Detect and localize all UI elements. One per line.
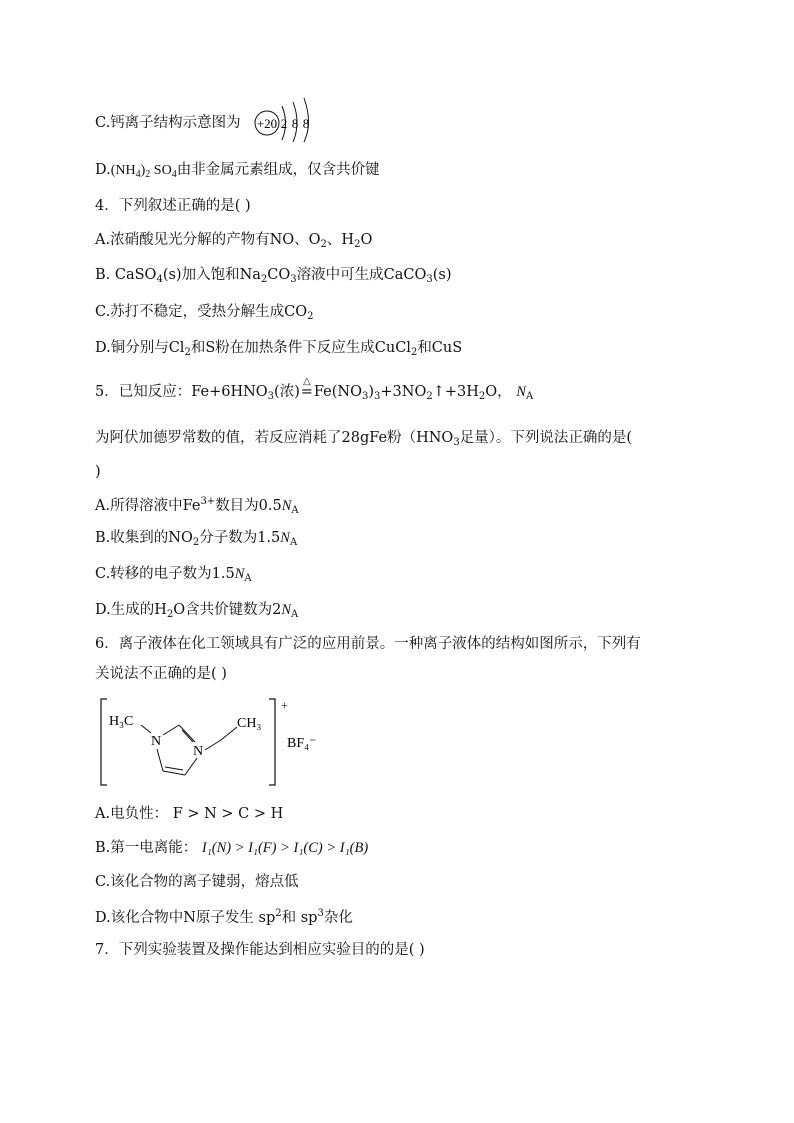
calcium-ion-diagram <box>252 94 322 142</box>
option-c-calcium-ion: C.钙离子结构示意图为 <box>95 115 241 131</box>
heat-symbol: △ <box>303 376 311 387</box>
nitrogen-1: N <box>151 734 162 749</box>
q4-option-a: A.浓硝酸见光分解的产物有NO、$O_2$、$H_2O$ <box>95 232 373 250</box>
nucleus-charge: +20 <box>256 116 278 131</box>
anion-label: BF₄⁻ <box>287 736 317 751</box>
question-6-line2: 关说法不正确的是( ) <box>95 666 227 682</box>
q5-option-b: B.收集到的$NO_2$分子数为$1.5N_A$ <box>95 530 298 548</box>
shell-1: 2 <box>280 116 288 131</box>
nitrogen-2: N <box>193 744 204 759</box>
shell-3: 8 <box>302 116 310 131</box>
q4-option-d: D.铜分别与$Cl_2$和S粉在加热条件下反应生成CuCl$_2$和CuS <box>95 340 463 358</box>
question-5-text-end: ) <box>95 464 101 480</box>
q6-option-a: A.电负性： F > N > C > H <box>95 806 284 822</box>
q5-option-a: A.所得溶液中$Fe^{3+}$数目为$0.5N_A$ <box>95 496 299 516</box>
q4-option-c: C.苏打不稳定，受热分解生成$CO_2$ <box>95 304 314 322</box>
question-5-reaction: 5．已知反应：$Fe+6HNO_3$(浓) △ $=Fe(NO_3)_3+3NO_2↑+3H_2O$， $N_A$ <box>95 382 533 407</box>
q5-option-d: D.生成的$H_2O$含共价键数为$2N_A$ <box>95 602 299 620</box>
q6-option-d: D.该化合物中N原子发生 $sp^2$和 $sp^3$杂化 <box>95 908 353 926</box>
question-5-text: 为阿伏加德罗常数的值，若反应消耗了28gFe粉（$HNO_3$足量）。下列说法正确的是( <box>95 430 633 448</box>
ionic-liquid-structure <box>97 695 337 790</box>
methyl-label: H₃C <box>109 714 134 729</box>
option-d-ammonium-sulfate: $D.(NH_4)_2$ $SO_4$由非金属元素组成，仅含共价键 <box>95 162 380 180</box>
q5-option-c: C.转移的电子数为$1.5N_A$ <box>95 566 252 584</box>
q4-option-b: B. CaSO$_4$(s)加入饱和$Na_2CO_3$溶液中可生成CaCO$_3$(s) <box>95 267 452 285</box>
question-4: 4．下列叙述正确的是( ) <box>95 198 251 214</box>
q6-option-c: C.该化合物的离子键弱，熔点低 <box>95 874 299 890</box>
question-7: 7．下列实验装置及操作能达到相应实验目的的是( ) <box>95 942 425 958</box>
ethyl-ch3-label: CH₃ <box>237 716 262 731</box>
cation-charge: + <box>281 698 288 712</box>
q6-option-b: B.第一电离能： I₁(N) > I₁(F) > I₁(C) > I₁(B) <box>95 840 369 856</box>
shell-2: 8 <box>291 116 299 131</box>
question-6-line1: 6．离子液体在化工领域具有广泛的应用前景。一种离子液体的结构如图所示，下列有 <box>95 636 641 652</box>
